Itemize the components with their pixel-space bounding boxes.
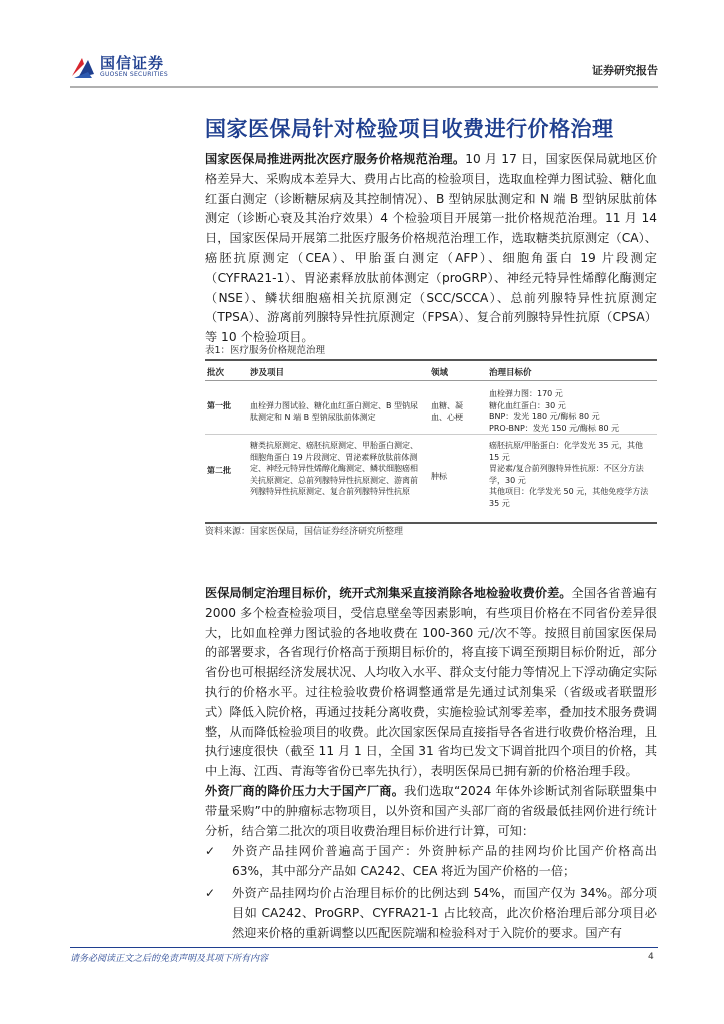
table-cell-batch: 第一批: [207, 401, 231, 410]
logo-chinese-name: 国信证券: [100, 54, 165, 72]
paragraph-body: 全国各省普遍有 2000 多个检查检验项目，受信息壁垒等因素影响，有些项目价格在不同省份差异很大，比如血栓弹力图试验的各地收费在 100-360 元/次不等。按照目前国家医保局的部署要求，各省现行价格高于预期目标价的，将直接下调至预期目标价附近，部分省份也可根据经济发展状况、人均收入水平、群众支付能力等情况上下浮动确定实际执行的价格水平。过往检验收费价格调整通常是先通过试剂集采（省级或者联盟形式）降低入院价格，再通过技耗分离收费，实施检验试剂零差率，叠加技术服务费调整，从而降低检验项目的收费。此次国家医保局直接指导各省进行收费价格治理，且执行速度很快（截至 11 月 1 日，全国 31 省均已发文下调首批四个项目的价格，其中上海、江西、青海等省份已率先执行），表明医保局已拥有新的价格治理手段。: [205, 586, 658, 779]
report-type-label: 证券研究报告: [592, 64, 658, 77]
table-header-rule: [205, 380, 657, 381]
table-header-target-price: 治理目标价: [489, 368, 532, 378]
price-line: 血栓弹力图：170 元: [489, 389, 563, 398]
table-header-batch: 批次: [207, 368, 225, 378]
paragraph-lead: 国家医保局推进两批次医疗服务价格规范治理。: [205, 152, 466, 166]
table-cell-prices: [489, 388, 649, 434]
header-divider: [70, 86, 658, 88]
bullet-text: 外资产品挂网价普遍高于国产：外资肿标产品的挂网均价比国产价格高出 63%，其中部分产品如 CA242、CEA 将近为国产价格的一倍；: [232, 844, 657, 878]
table-cell-field: 肿标: [431, 472, 447, 481]
table-top-rule: [205, 359, 657, 361]
footer-divider: [70, 947, 658, 948]
bullet-item: [205, 884, 657, 944]
price-line: 癌胚抗原/甲胎蛋白：化学发光 35 元，其他 15 元: [489, 441, 643, 462]
guosen-logo-icon: [70, 54, 96, 80]
price-line: 胃泌素/复合前列腺特异性抗原：不区分方法学，30 元: [489, 464, 644, 485]
table-cell-field: 血糖、凝血、心梗: [431, 401, 463, 422]
table-header-items: 涉及项目: [250, 368, 285, 378]
page-number: 4: [648, 952, 654, 962]
table-row-rule: [205, 434, 657, 435]
paragraph-foreign-vs-domestic: [205, 782, 657, 841]
table-cell-items: 糖类抗原测定、癌胚抗原测定、甲胎蛋白测定、细胞角蛋白 19 片段测定、胃泌素释放肽前体测定、神经元特异性烯醇化酶测定、鳞状细胞癌相关抗原测定、总前列腺特异性抗原测定、游离前列腺特异性抗原测定、复合前列腺特异性抗原: [250, 441, 418, 496]
paragraph-target-price: [205, 584, 657, 782]
table-source-note: 资料来源：国家医保局，国信证券经济研究所整理: [205, 527, 404, 537]
checkmark-icon: ✓: [205, 886, 216, 900]
page-header: [70, 52, 658, 84]
table-header-field: 领域: [431, 368, 449, 378]
paragraph-body: 10 月 17 日，国家医保局就地区价格差异大、采购成本差异大、费用占比高的检验项目，选取血栓弹力图试验、糖化血红蛋白测定（诊断糖尿病及其控制情况）、B 型钠尿肽测定和 N 端 B 型钠尿肽前体测定（诊断心衰及其治疗效果）4 个检验项目开展第一批价格规范治理。11 月 14 日，国家医保局开展第二批医疗服务价格规范治理工作，选取糖类抗原测定（CA）、癌胚抗原测定（CEA）、甲胎蛋白测定（AFP）、细胞角蛋白 19 片段测定（CYFRA21-1）、胃泌素释放肽前体测定（proGRP）、神经元特异性烯醇化酶测定（NSE）、鳞状细胞癌相关抗原测定（SCC/SCCA）、总前列腺特异性抗原测定（TPSA）、游离前列腺特异性抗原测定（FPSA）、复合前列腺特异性抗原（CPSA）等 10 个检验项目。: [205, 152, 658, 345]
bullet-text: 外资产品挂网均价占治理目标价的比例达到 54%，而国产仅为 34%。部分项目如 CA242、ProGRP、CYFRA21-1 占比较高，此次价格治理后部分项目必然迎来价格的重新调整以匹配医院端和检验科对于入院价的要求。国产有: [232, 886, 657, 940]
price-line: PRO-BNP：发光 150 元/酶标 80 元: [489, 423, 620, 433]
table-cell-batch: 第二批: [207, 466, 231, 475]
price-line: 其他项目：化学发光 50 元，其他免疫学方法 35 元: [489, 487, 649, 508]
price-line: 糖化血红蛋白：30 元: [489, 400, 566, 410]
bullet-item: [205, 842, 657, 882]
table-cell-items: 血栓弹力图试验、糖化血红蛋白测定、B 型钠尿肽测定和 N 端 B 型钠尿肽前体测定: [250, 401, 419, 422]
paragraph-body: 我们选取“2024 年体外诊断试剂省际联盟集中带量采购”中的肿瘤标志物项目，以外资和国产头部厂商的省级最低挂网价进行统计分析，结合第二批次的项目收费治理目标价进行计算，可知：: [205, 784, 657, 838]
table-cell-prices: [489, 440, 649, 509]
footer-disclaimer: 请务必阅读正文之后的免责声明及其项下所有内容: [70, 954, 269, 964]
section-title: 国家医保局针对检验项目收费进行价格治理: [205, 117, 614, 141]
guosen-logo: [70, 52, 210, 84]
table-caption: 表1：医疗服务价格规范治理: [205, 345, 326, 356]
price-line: BNP：发光 180 元/酶标 80 元: [489, 412, 600, 421]
logo-english-name: GUOSEN SECURITIES: [100, 71, 169, 78]
checkmark-icon: ✓: [205, 844, 216, 858]
paragraph-lead: 医保局制定治理目标价，统开式剂集采直接消除各地检验收费价差。: [205, 586, 572, 600]
paragraph-lead: 外资厂商的降价压力大于国产厂商。: [205, 784, 405, 798]
paragraph-price-governance: [205, 150, 657, 348]
